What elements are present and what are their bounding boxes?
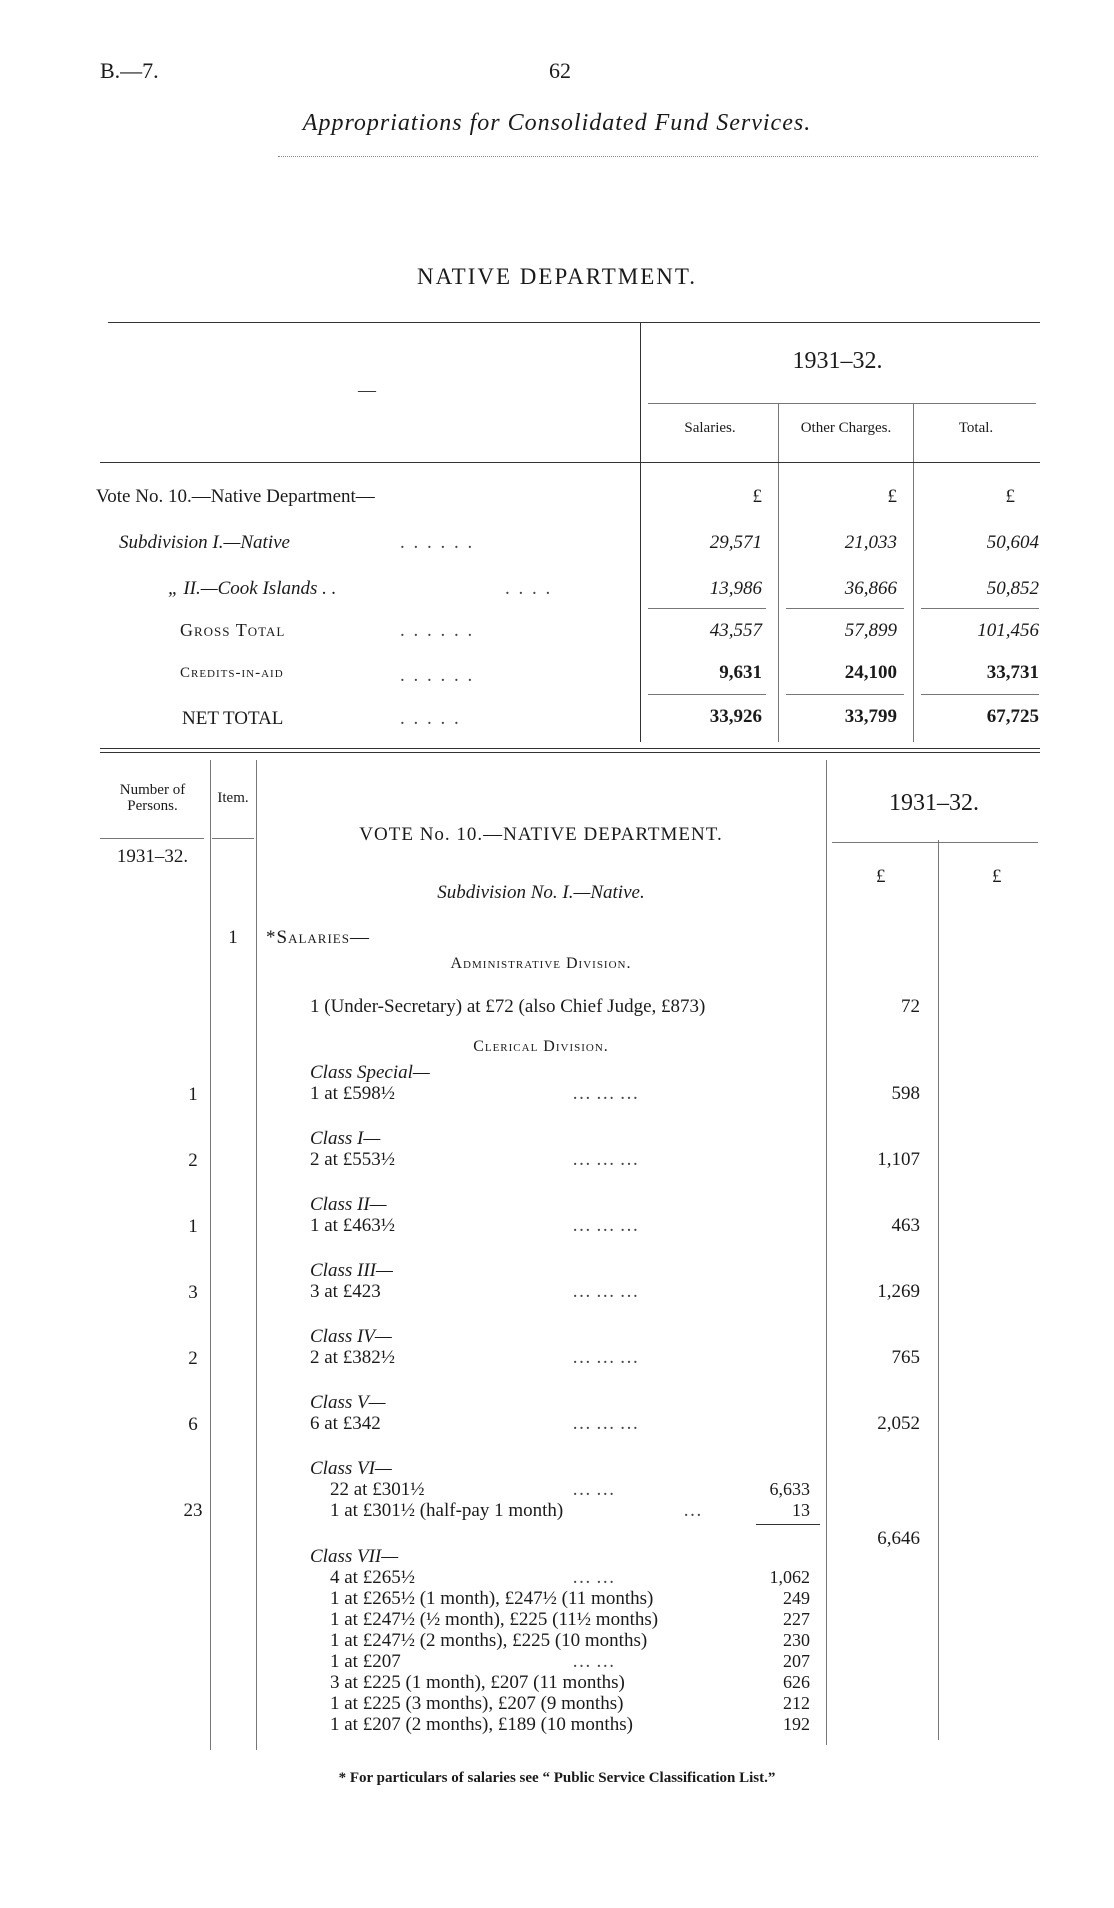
- class-iv-amount: 765: [891, 1347, 920, 1368]
- summary-bottom-rule-2: [100, 752, 1040, 753]
- row-credits-other: 24,100: [844, 662, 897, 683]
- class-vi-name: Class VI—: [310, 1458, 392, 1479]
- row-gross-total: 101,456: [977, 620, 1039, 641]
- department-title: NATIVE DEPARTMENT.: [417, 264, 697, 289]
- row-subdivision-1-label: Subdivision I.—Native: [119, 532, 290, 553]
- detail-vline-amount: [826, 760, 827, 1745]
- class-vii-line-6: 3 at £225 (1 month), £207 (11 months): [330, 1672, 625, 1693]
- class-vii-line-4: 1 at £247½ (2 months), £225 (10 months): [330, 1630, 648, 1651]
- row-subdivision-1-dots: . . . . . .: [400, 532, 475, 553]
- row-subdivision-2-label: „ II.—Cook Islands . .: [168, 578, 337, 599]
- footnote: * For particulars of salaries see “ Public Service Classification List.”: [338, 1770, 776, 1786]
- class-i-persons: 2: [188, 1150, 198, 1171]
- class-i-dots: … … …: [572, 1149, 639, 1170]
- row-credits-salaries: 9,631: [719, 662, 762, 683]
- class-ii-line: 1 at £463½: [310, 1215, 395, 1236]
- class-iv-persons: 2: [188, 1348, 198, 1369]
- class-vi-persons: 23: [183, 1500, 203, 1521]
- persons-year: 1931–32.: [116, 846, 189, 867]
- class-i-name: Class I—: [310, 1128, 381, 1149]
- class-i-line: 2 at £553½: [310, 1149, 395, 1170]
- rule-salaries-gross: [648, 608, 766, 609]
- class-ii-dots: … … …: [572, 1215, 639, 1236]
- class-special-amount: 598: [891, 1083, 920, 1104]
- row-2-other: 36,866: [844, 578, 897, 599]
- row-2-salaries: 13,986: [709, 578, 762, 599]
- class-vii-sub-7: 212: [783, 1693, 810, 1713]
- class-iii-line: 3 at £423: [310, 1281, 381, 1302]
- summary-vline-2: [778, 403, 779, 742]
- detail-persons-rule: [100, 838, 204, 839]
- detail-vline-persons: [210, 760, 211, 1750]
- row-gross-dots: . . . . . .: [400, 620, 475, 641]
- running-title: Appropriations for Consolidated Fund Services.: [302, 110, 812, 136]
- currency-other: £: [887, 486, 897, 507]
- class-ii-amount: 463: [891, 1215, 920, 1236]
- detail-year: 1931–32.: [889, 790, 979, 816]
- class-iii-dots: … … …: [572, 1281, 639, 1302]
- row-gross-salaries: 43,557: [709, 620, 762, 641]
- class-ii-name: Class II—: [310, 1194, 387, 1215]
- summary-header-rule: [100, 462, 1040, 463]
- header-rule: [278, 156, 1038, 157]
- class-vii-line-8: 1 at £207 (2 months), £189 (10 months): [330, 1714, 633, 1735]
- class-iii-amount: 1,269: [877, 1281, 920, 1302]
- salaries-heading: *Salaries—: [266, 927, 370, 948]
- class-v-line: 6 at £342: [310, 1413, 381, 1434]
- page-number: 62: [549, 58, 571, 83]
- page-reference: B.—7.: [100, 58, 159, 83]
- summary-vline-3: [913, 403, 914, 742]
- summary-year-rule: [648, 403, 1036, 404]
- rule-salaries-net: [648, 694, 766, 695]
- class-i-amount: 1,107: [877, 1149, 920, 1170]
- class-vi-line-2: 1 at £301½ (half-pay 1 month): [330, 1500, 564, 1521]
- row-1-other: 21,033: [844, 532, 897, 553]
- class-special-dots: … … …: [572, 1083, 639, 1104]
- row-net-dots: . . . . .: [400, 708, 461, 729]
- class-v-amount: 2,052: [877, 1413, 920, 1434]
- vote-label: Vote No. 10.—Native Department—: [96, 486, 375, 507]
- class-special-name: Class Special—: [310, 1062, 430, 1083]
- class-vii-line-1: 4 at £265½: [330, 1567, 415, 1588]
- row-2-total: 50,852: [986, 578, 1039, 599]
- under-secretary-amount: 72: [901, 996, 920, 1017]
- detail-vline-total: [938, 840, 939, 1740]
- class-vii-sub-1: 1,062: [769, 1567, 810, 1587]
- class-vii-name: Class VII—: [310, 1546, 399, 1567]
- class-vii-dots-1: … …: [572, 1567, 615, 1588]
- class-vii-line-5: 1 at £207: [330, 1651, 401, 1672]
- class-vi-amount: 6,646: [877, 1528, 920, 1549]
- class-vii-line-3: 1 at £247½ (½ month), £225 (11½ months): [330, 1609, 659, 1630]
- class-vi-sub-1: 6,633: [769, 1479, 810, 1499]
- class-v-dots: … … …: [572, 1413, 639, 1434]
- detail-year-rule: [832, 842, 1038, 843]
- class-vi-dots-2: …: [683, 1500, 702, 1521]
- class-vii-sub-6: 626: [783, 1672, 810, 1692]
- col-other-charges: Other Charges.: [800, 420, 892, 436]
- rule-other-net: [786, 694, 904, 695]
- class-vi-sub-2: 13: [792, 1500, 810, 1520]
- summary-top-rule: [108, 322, 1040, 323]
- class-vii-line-7: 1 at £225 (3 months), £207 (9 months): [330, 1693, 624, 1714]
- class-vi-subtotal-rule: [756, 1524, 820, 1525]
- row-1-total: 50,604: [986, 532, 1039, 553]
- item-number: 1: [228, 927, 238, 948]
- col-item: Item.: [217, 790, 249, 806]
- under-secretary-line: 1 (Under-Secretary) at £72 (also Chief Judge, £873): [310, 996, 706, 1017]
- row-net-total: 67,725: [986, 706, 1039, 727]
- class-ii-persons: 1: [188, 1216, 198, 1237]
- clerical-division: Clerical Division.: [473, 1038, 609, 1055]
- row-credits-dots: . . . . . .: [400, 665, 475, 686]
- summary-bottom-rule-1: [100, 748, 1040, 749]
- detail-currency-2: £: [992, 866, 1002, 887]
- row-gross-total-label: Gross Total: [180, 620, 286, 640]
- summary-vline-1: [640, 322, 641, 742]
- vote-title: VOTE No. 10.—NATIVE DEPARTMENT.: [359, 824, 723, 845]
- row-net-salaries: 33,926: [709, 706, 762, 727]
- row-credits-total: 33,731: [986, 662, 1039, 683]
- rule-total-net: [921, 694, 1039, 695]
- row-1-salaries: 29,571: [709, 532, 762, 553]
- class-special-persons: 1: [188, 1084, 198, 1105]
- class-vii-sub-8: 192: [783, 1714, 810, 1734]
- row-subdivision-2-dots: . . . .: [505, 578, 553, 599]
- subdivision-title: Subdivision No. I.—Native.: [437, 882, 645, 903]
- class-vii-sub-5: 207: [783, 1651, 810, 1671]
- class-iv-line: 2 at £382½: [310, 1347, 395, 1368]
- class-vi-dots-1: … …: [572, 1479, 615, 1500]
- row-net-total-label: NET TOTAL: [182, 708, 284, 729]
- col-salaries: Salaries.: [684, 420, 736, 436]
- rule-other-gross: [786, 608, 904, 609]
- class-vii-dots-5: … …: [572, 1651, 615, 1672]
- class-v-persons: 6: [188, 1414, 198, 1435]
- class-vii-line-2: 1 at £265½ (1 month), £247½ (11 months): [330, 1588, 654, 1609]
- currency-salaries: £: [752, 486, 762, 507]
- class-vi-line-1: 22 at £301½: [330, 1479, 425, 1500]
- class-vii-sub-4: 230: [783, 1630, 810, 1650]
- row-net-other: 33,799: [844, 706, 897, 727]
- detail-currency-1: £: [876, 866, 886, 887]
- rule-total-gross: [921, 608, 1039, 609]
- class-iv-dots: … … …: [572, 1347, 639, 1368]
- detail-item-rule: [212, 838, 254, 839]
- summary-blank-label: —: [358, 380, 376, 400]
- class-v-name: Class V—: [310, 1392, 386, 1413]
- class-vii-sub-3: 227: [783, 1609, 810, 1629]
- class-special-line: 1 at £598½: [310, 1083, 395, 1104]
- summary-year: 1931–32.: [792, 348, 883, 374]
- col-total: Total.: [958, 420, 994, 436]
- admin-division: Administrative Division.: [450, 955, 632, 972]
- col-number-of-persons: Number of Persons.: [119, 782, 186, 814]
- class-vii-sub-2: 249: [783, 1588, 810, 1608]
- class-iii-persons: 3: [188, 1282, 198, 1303]
- class-iii-name: Class III—: [310, 1260, 393, 1281]
- row-credits-label: Credits-in-aid: [180, 665, 284, 681]
- class-iv-name: Class IV—: [310, 1326, 392, 1347]
- currency-total: £: [1005, 486, 1015, 507]
- detail-vline-item: [256, 760, 257, 1750]
- row-gross-other: 57,899: [844, 620, 897, 641]
